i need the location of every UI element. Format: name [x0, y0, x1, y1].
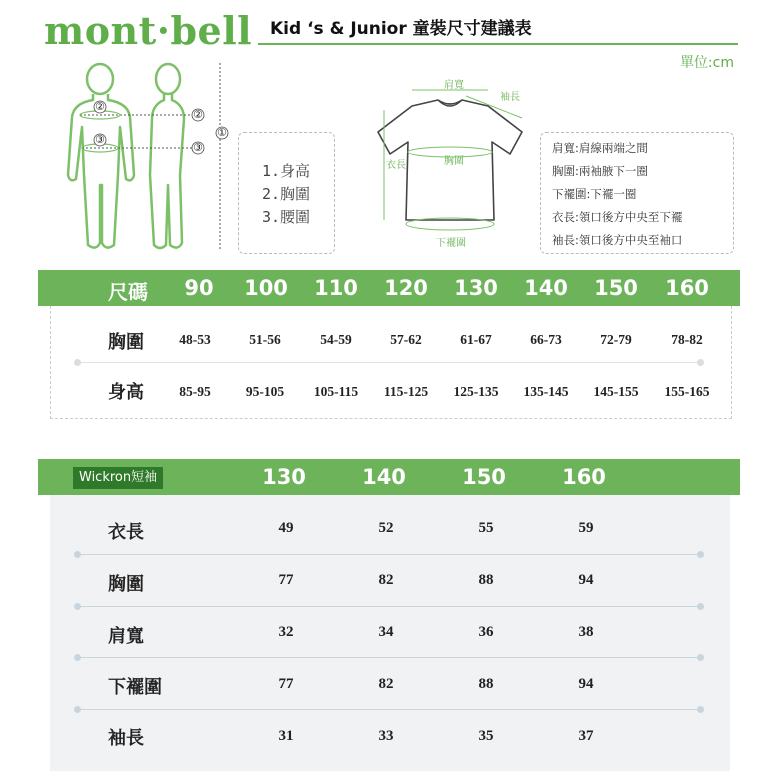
- product-table-cell: 52: [378, 520, 394, 536]
- row-divider-dot: [697, 706, 704, 713]
- size-table-cell: 61-67: [460, 332, 492, 347]
- row-divider-dot: [697, 551, 704, 558]
- row-divider: [80, 657, 700, 658]
- product-table-cell: 88: [478, 676, 494, 692]
- size-table-cell: 51-56: [249, 332, 281, 347]
- desc-hem: 下襬圍:下襬一圈: [552, 187, 637, 201]
- legend-height: 1.身高: [262, 162, 311, 180]
- page-title: Kid ‘s & Junior 童裝尺寸建議表: [270, 19, 532, 39]
- size-table-cell: 135-145: [523, 384, 569, 399]
- product-table-cell: 49: [278, 520, 294, 536]
- label-sleeve: 袖長: [500, 92, 520, 103]
- size-header-cell: 130: [454, 276, 498, 300]
- desc-chest: 胸圍:兩袖腋下一圈: [552, 164, 648, 178]
- size-header-cell: 90: [184, 276, 214, 300]
- product-table-cell: 32: [278, 624, 294, 640]
- product-table-cell: 77: [278, 676, 294, 692]
- product-table-cell: 37: [578, 728, 594, 744]
- size-header-cell: 140: [524, 276, 568, 300]
- row-divider-dot: [74, 359, 81, 366]
- product-table-cell: 38: [578, 624, 594, 640]
- product-table-cell: 35: [478, 728, 494, 744]
- size-header-cell: 110: [314, 276, 358, 300]
- legend-waist: 3.腰圍: [262, 208, 311, 226]
- size-row-label: 胸圍: [108, 332, 144, 353]
- product-table-cell: 94: [578, 676, 594, 692]
- product-table-cell: 31: [278, 728, 294, 744]
- marker-waist-side: ③: [193, 141, 203, 154]
- size-table-cell: 48-53: [179, 332, 211, 347]
- product-row-label: 肩寬: [108, 626, 144, 647]
- product-size-header: 160: [562, 465, 606, 489]
- size-row-label: 身高: [108, 382, 144, 403]
- body-measurement-figures: [60, 55, 230, 260]
- row-divider-dot: [697, 654, 704, 661]
- size-table-cell: 78-82: [671, 332, 703, 347]
- row-divider-dot: [74, 654, 81, 661]
- row-divider-dot: [697, 603, 704, 610]
- legend-chest: 2.胸圍: [262, 185, 311, 203]
- label-hem: 下襬圍: [436, 238, 466, 249]
- size-header-cell: 160: [665, 276, 709, 300]
- side-body-figure: [150, 64, 184, 248]
- size-header-label: 尺碼: [108, 280, 148, 304]
- product-table-cell: 82: [378, 676, 394, 692]
- header-divider: [258, 43, 738, 45]
- product-size-header: 130: [262, 465, 306, 489]
- size-table-cell: 85-95: [179, 384, 211, 399]
- size-table-cell: 95-105: [245, 384, 285, 399]
- size-table-cell: 125-135: [453, 384, 499, 399]
- row-divider: [80, 554, 700, 555]
- brand-logo: mont·bell: [44, 8, 253, 53]
- product-row-label: 胸圍: [108, 574, 144, 595]
- product-table-cell: 34: [378, 624, 394, 640]
- product-table-cell: 36: [478, 624, 494, 640]
- product-name-badge: Wickron短袖: [73, 467, 163, 489]
- product-table-cell: 94: [578, 572, 594, 588]
- size-table-cell: 54-59: [320, 332, 352, 347]
- marker-chest-front: ②: [95, 100, 105, 113]
- product-table-cell: 33: [378, 728, 394, 744]
- marker-height: ①: [217, 126, 227, 139]
- size-table-cell: 145-155: [593, 384, 639, 399]
- row-divider: [80, 709, 700, 710]
- desc-shoulder: 肩寬:肩線兩端之間: [552, 141, 648, 155]
- product-row-label: 衣長: [108, 522, 144, 543]
- desc-length: 衣長:領口後方中央至下襬: [552, 210, 683, 224]
- product-row-label: 下襬圍: [108, 677, 162, 698]
- product-table-cell: 82: [378, 572, 394, 588]
- row-divider: [80, 362, 700, 363]
- row-divider-dot: [697, 359, 704, 366]
- size-table-cell: 105-115: [313, 384, 359, 399]
- product-table-cell: 55: [478, 520, 494, 536]
- marker-chest-side: ②: [193, 108, 203, 121]
- size-table-cell: 72-79: [600, 332, 632, 347]
- product-table-cell: 77: [278, 572, 294, 588]
- size-table-cell: 57-62: [390, 332, 422, 347]
- product-table-cell: 59: [578, 520, 594, 536]
- product-size-header: 140: [362, 465, 406, 489]
- label-shoulder: 肩寬: [444, 80, 464, 91]
- marker-waist-front: ③: [95, 133, 105, 146]
- label-chest: 胸圍: [444, 156, 464, 167]
- label-length: 衣長: [386, 160, 406, 171]
- size-table-cell: 66-73: [530, 332, 562, 347]
- row-divider-dot: [74, 603, 81, 610]
- front-body-figure: [68, 64, 134, 248]
- size-header-cell: 150: [594, 276, 638, 300]
- size-header-cell: 100: [244, 276, 288, 300]
- row-divider-dot: [74, 551, 81, 558]
- product-row-label: 袖長: [108, 728, 144, 749]
- product-table-cell: 88: [478, 572, 494, 588]
- row-divider: [80, 606, 700, 607]
- size-table-cell: 155-165: [664, 384, 710, 399]
- size-header-cell: 120: [384, 276, 428, 300]
- desc-sleeve: 袖長:領口後方中央至袖口: [552, 233, 683, 247]
- row-divider-dot: [74, 706, 81, 713]
- product-size-header: 150: [462, 465, 506, 489]
- unit-label: 單位:cm: [679, 55, 734, 71]
- size-table-cell: 115-125: [383, 384, 429, 399]
